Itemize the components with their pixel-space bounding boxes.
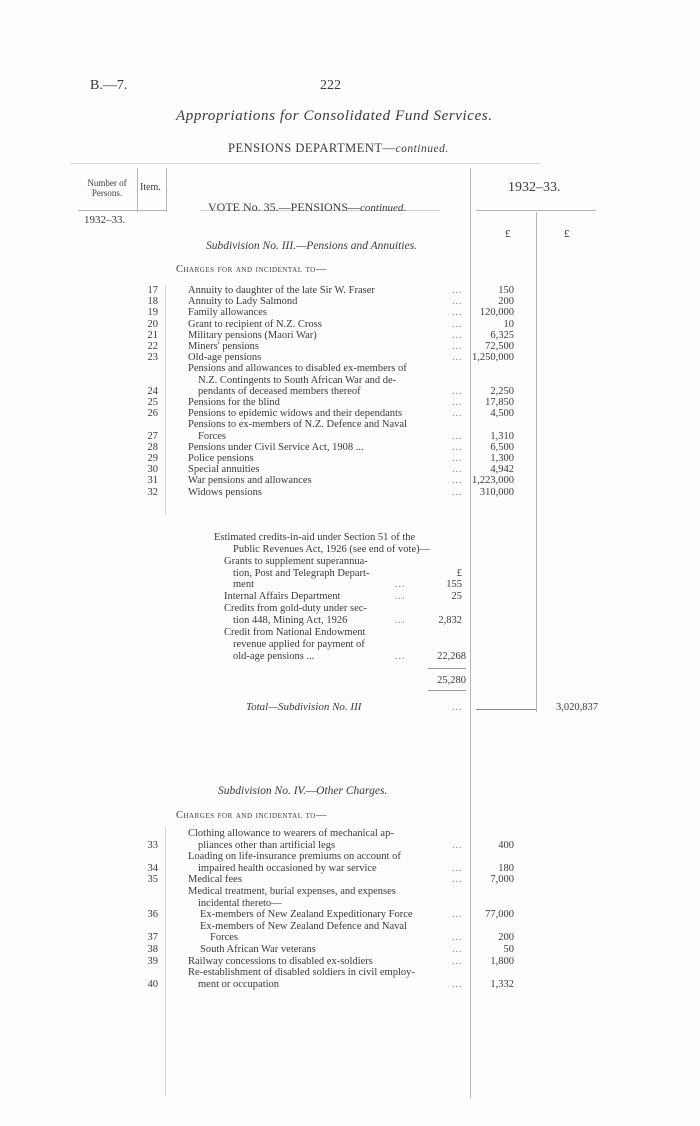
item-number: 27 [147, 430, 158, 442]
item-description: War pensions and allowances [188, 475, 312, 487]
item-description: Widows pensions [188, 486, 262, 498]
item-amount: 4,942 [490, 464, 514, 476]
header-underline-right [476, 210, 596, 211]
item-number: 30 [147, 464, 158, 476]
item-amount: 7,000 [490, 874, 514, 886]
subdivision-3-charges: Charges for and incidental to— [176, 264, 327, 275]
item-amount: 6,325 [490, 329, 514, 341]
leader-dots: ... [452, 285, 463, 296]
document-reference: B.—7. [90, 78, 128, 93]
item-number: 38 [147, 944, 158, 955]
leader-dots: ... [452, 944, 463, 955]
header-underline-left [78, 210, 166, 211]
leader-dots: ... [452, 296, 463, 308]
item-number: 23 [147, 352, 158, 364]
item-number: 22 [147, 341, 158, 352]
leader-dots: ... [452, 430, 463, 442]
item-header: Item. [140, 182, 161, 193]
leader-dots: ... [452, 839, 463, 851]
item-description: ment or occupation [198, 978, 280, 990]
leader-dots: ... [452, 932, 463, 944]
item-description: Loading on life-insurance premiums on account of [188, 851, 401, 863]
item-number: 17 [147, 285, 158, 296]
credits-internal-amount: 25 [451, 591, 462, 602]
leader-dots: ... [452, 978, 463, 990]
vote-title-continued: continued. [360, 202, 407, 214]
leader-dots: ... [395, 651, 406, 662]
item-amount: 1,223,000 [472, 475, 514, 487]
leader-dots: ... [452, 955, 463, 967]
item-description: Medical treatment, burial expenses, and expenses [188, 886, 396, 897]
item-description: Ex-members of New Zealand Expeditionary Force [200, 909, 413, 921]
item-number: 39 [147, 955, 158, 967]
item-description: Police pensions [188, 453, 254, 464]
leader-dots: ... [452, 486, 463, 498]
credits-grants-1: Grants to supplement superannua- [224, 556, 368, 567]
item-amount: 72,500 [485, 341, 514, 352]
item-amount: 1,332 [490, 978, 514, 990]
item-description: Pensions for the blind [188, 397, 280, 408]
subdivision-3-heading: Subdivision No. III.—Pensions and Annuities. [206, 240, 417, 252]
leader-dots: ... [395, 615, 406, 626]
col-divider-item [166, 168, 167, 212]
item-description: Pensions to epidemic widows and their dependants [188, 408, 403, 420]
item-description: Clothing allowance to wearers of mechanical ap- [188, 828, 394, 839]
credits-grants-2: tion, Post and Telegraph Depart- [233, 568, 370, 579]
item-number: 36 [147, 909, 158, 921]
credits-national-2: revenue applied for payment of [233, 639, 365, 650]
leader-dots: ... [395, 591, 406, 602]
item-amount: 180 [498, 862, 514, 874]
item-amount: 150 [498, 285, 514, 296]
item-number: 34 [147, 862, 158, 874]
department-continued: continued. [395, 143, 449, 155]
item-number: 37 [147, 932, 158, 944]
leader-dots: ... [452, 702, 463, 713]
leader-dots: ... [452, 329, 463, 341]
vote-title [208, 200, 406, 215]
item-description: South African War veterans [200, 944, 316, 955]
item-description: Grant to recipient of N.Z. Cross [188, 318, 322, 330]
leader-dots: ... [452, 341, 463, 352]
item-number: 18 [147, 296, 158, 308]
item-amount: 4,500 [490, 408, 514, 420]
credits-sum: 25,280 [437, 675, 466, 686]
item-description: Medical fees [188, 874, 242, 886]
subdivision-3-total-amount: 3,020,837 [556, 702, 598, 713]
item-amount: 200 [498, 296, 514, 308]
item-amount: 6,500 [490, 441, 514, 453]
item-description: N.Z. Contingents to South African War and de- [198, 374, 397, 386]
item-number: 19 [147, 307, 158, 319]
item-description: Miners' pensions [188, 341, 260, 352]
department-name: PENSIONS DEPARTMENT— [228, 141, 396, 155]
leader-dots: ... [452, 453, 463, 464]
leader-dots: ... [452, 464, 463, 476]
currency-symbol-2: £ [564, 228, 570, 240]
item-description: incidental thereto— [198, 897, 282, 909]
item-description: Annuity to daughter of the late Sir W. Fraser [188, 285, 375, 296]
credits-gold-1: Credits from gold-duty under sec- [224, 603, 367, 614]
currency-symbol-1: £ [505, 228, 511, 240]
item-number: 20 [147, 318, 158, 330]
credits-intro-2: Public Revenues Act, 1926 (see end of vote)— [233, 544, 431, 555]
item-number: 31 [147, 475, 158, 487]
item-description: Re-establishment of disabled soldiers in civil employ- [188, 967, 415, 979]
number-of-persons-header: Number of Persons. [87, 178, 127, 198]
item-number: 29 [147, 453, 158, 464]
subdivision-4-heading: Subdivision No. IV.—Other Charges. [218, 785, 388, 797]
item-amount: 200 [498, 932, 514, 944]
item-amount: 50 [503, 944, 514, 955]
leader-dots: ... [452, 307, 463, 319]
item-description: Pensions to ex-members of N.Z. Defence and Naval [188, 419, 407, 431]
item-amount: 1,300 [490, 453, 514, 464]
item-amount: 17,850 [485, 397, 514, 408]
item-number: 28 [147, 441, 158, 453]
item-number: 33 [147, 839, 158, 851]
item-number: 21 [147, 329, 158, 341]
item-margin-line-2 [165, 826, 166, 1096]
col-divider-persons [137, 168, 138, 212]
subdivision-3-total-label: Total—Subdivision No. III [246, 701, 362, 713]
leader-dots: ... [452, 874, 463, 886]
top-rule [70, 163, 540, 164]
credits-internal: Internal Affairs Department [224, 591, 341, 602]
item-amount: 310,000 [479, 486, 514, 498]
credits-grants-pound: £ [456, 568, 462, 579]
item-description: pliances other than artificial legs [198, 839, 336, 851]
item-description: Military pensions (Maori War) [188, 329, 317, 341]
item-margin-line [165, 285, 166, 515]
item-description: Old-age pensions [188, 352, 262, 364]
item-amount: 1,250,000 [472, 352, 514, 364]
credits-gold-amount: 2,832 [438, 615, 462, 626]
leader-dots: ... [452, 909, 463, 921]
credits-national-1: Credit from National Endowment [224, 627, 366, 638]
department-heading [228, 141, 449, 156]
leader-dots: ... [452, 352, 463, 364]
item-description: Family allowances [188, 307, 268, 319]
item-description: impaired health occasioned by war service [198, 862, 377, 874]
item-description: Annuity to Lady Salmond [188, 296, 298, 308]
credits-national-amount: 22,268 [437, 651, 466, 662]
leader-dots: ... [395, 579, 406, 590]
item-number: 25 [147, 397, 158, 408]
item-amount: 2,250 [490, 385, 514, 397]
item-description: pendants of deceased members thereof [198, 385, 361, 397]
total-rule [476, 709, 536, 710]
leader-dots: ... [452, 318, 463, 330]
credits-sum-underline [428, 690, 466, 691]
year-left-header: 1932–33. [84, 214, 126, 226]
item-number: 35 [147, 874, 158, 886]
page-number: 222 [320, 78, 341, 93]
item-number: 24 [147, 385, 158, 397]
item-number: 32 [147, 486, 158, 498]
item-number: 26 [147, 408, 158, 420]
leader-dots: ... [452, 385, 463, 397]
subdivision-4-charges: Charges for and incidental to— [176, 810, 327, 821]
item-description: Railway concessions to disabled ex-soldiers [188, 955, 373, 967]
credits-grants-3: ment [233, 579, 254, 590]
leader-dots: ... [452, 408, 463, 420]
credits-intro-1: Estimated credits-in-aid under Section 51 of the [214, 532, 416, 543]
item-amount: 1,800 [490, 955, 514, 967]
year-right-header: 1932–33. [508, 180, 561, 195]
page-title: Appropriations for Consolidated Fund Services. [176, 108, 493, 124]
item-description: Special annuities [188, 464, 260, 476]
item-amount: 10 [503, 318, 514, 330]
item-amount: 400 [498, 839, 514, 851]
item-description: Forces [210, 932, 238, 944]
vote-title-main: VOTE No. 35.—PENSIONS— [208, 200, 361, 214]
col-divider-amount [536, 212, 537, 712]
item-description: Ex-members of New Zealand Defence and Naval [200, 920, 407, 932]
leader-dots: ... [452, 441, 463, 453]
leader-dots: ... [452, 862, 463, 874]
item-amount: 77,000 [485, 909, 514, 921]
leader-dots: ... [452, 397, 463, 408]
credits-national-3: old-age pensions ... [233, 651, 315, 662]
item-amount: 1,310 [490, 430, 514, 442]
item-description: Forces [198, 430, 226, 442]
item-description: Pensions under Civil Service Act, 1908 ... [188, 441, 364, 453]
credits-grants-amount: 155 [446, 579, 462, 590]
item-number: 40 [147, 978, 158, 990]
item-amount: 120,000 [479, 307, 514, 319]
leader-dots: ... [452, 475, 463, 487]
credits-sum-rule [428, 668, 466, 669]
credits-gold-2: tion 448, Mining Act, 1926 [233, 615, 348, 626]
item-description: Pensions and allowances to disabled ex-members of [188, 363, 407, 375]
